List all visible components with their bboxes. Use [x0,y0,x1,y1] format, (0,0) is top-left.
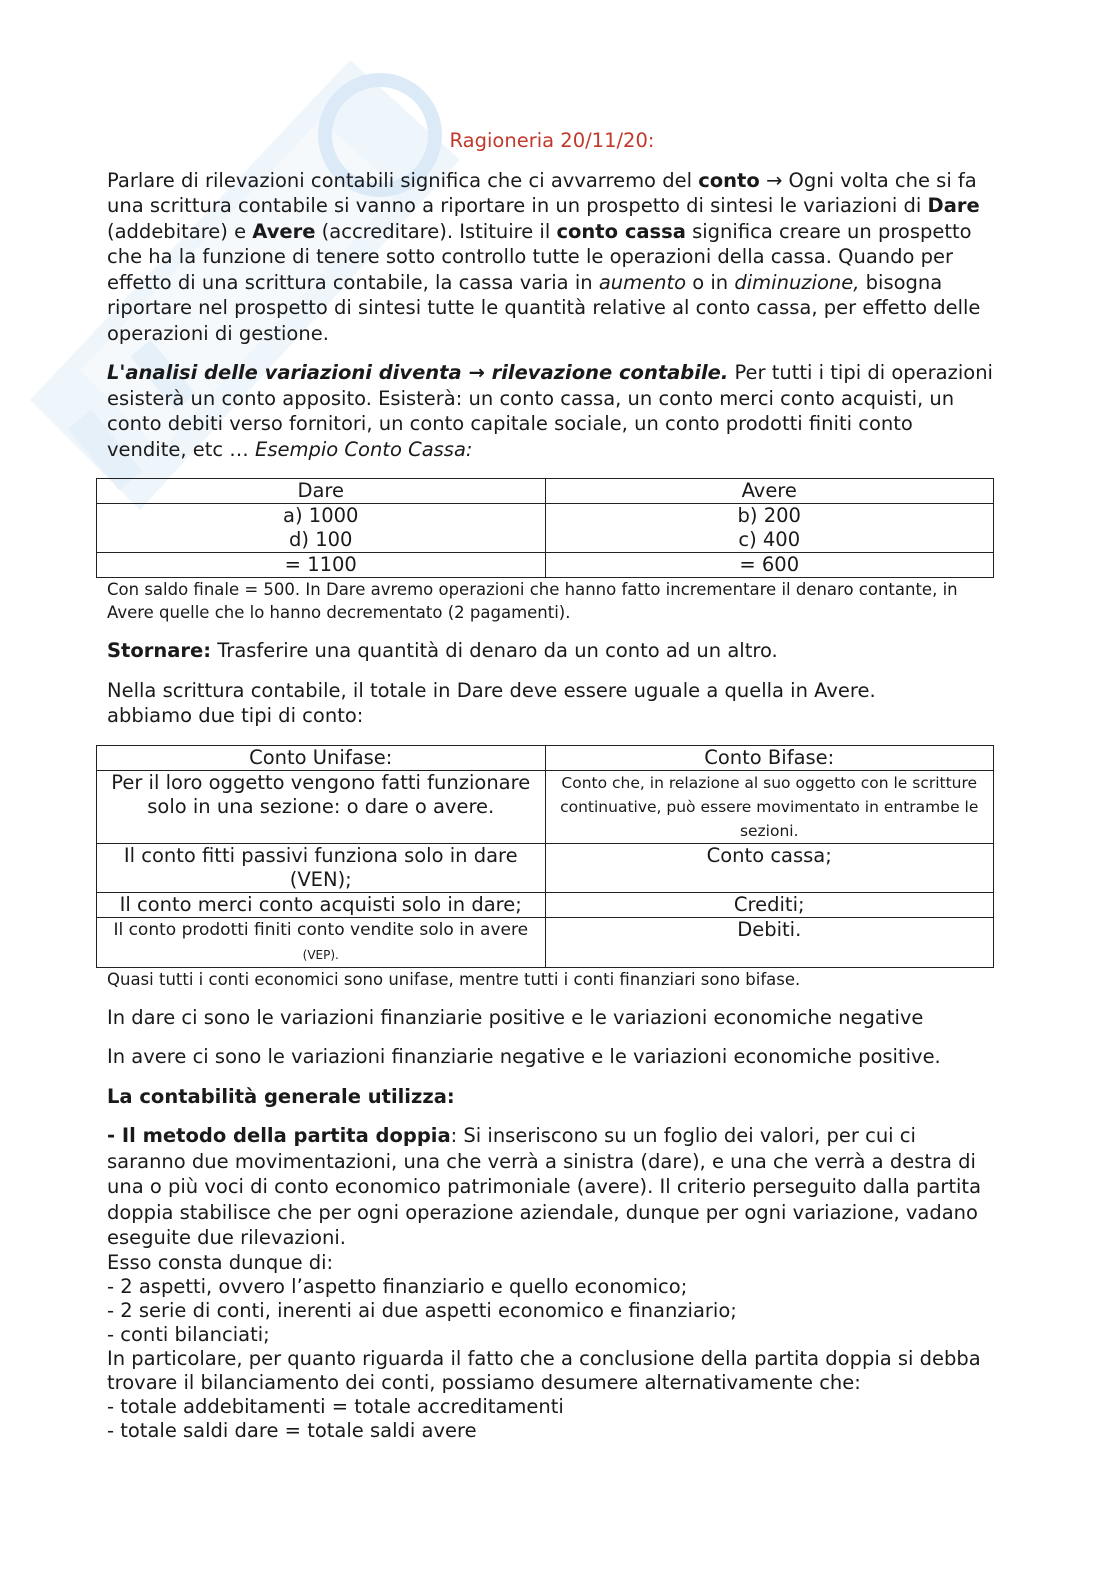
paragraph-stornare: Stornare: Trasferire una quantità di denaro da un conto ad un altro. [107,639,778,662]
tipi-conto-table [96,745,994,968]
dare-entries: a) 1000 d) 100 [97,504,546,553]
list-item: - totale addebitamenti = totale accreditamenti [107,1394,564,1418]
paragraph-dare: In dare ci sono le variazioni finanziarie positive e le variazioni economiche negative [107,1005,924,1029]
paragraph-conto: Parlare di rilevazioni contabili significa che ci avvarremo del conto → Ogni volta che si fa una scrittura contabile si vanno a riportare in un prospetto di sintesi le variazioni di Dare (addebitare) e Avere (accreditare). Istituire il conto cassa significa creare un prospetto che ha la funzione di tenere sotto controllo tutte le operazioni della cassa. Quando per effetto di una scrittura contabile, la cassa varia in aumento o in diminuzione, bisogna riportare nel prospetto di sintesi tutte le quantità relative al conto cassa, per effetto delle operazioni di gestione. [107,168,981,345]
list-item: - 2 aspetti, ovvero l’aspetto finanziario e quello economico; [107,1274,688,1298]
paragraph-partita-doppia: - Il metodo della partita doppia: Si inseriscono su un foglio dei valori, per cui ci saranno due movimentazioni, una che verrà a sinistra (dare), e una che verrà a destra di una o più voci di conto economico patrimoniale (avere). Il criterio perseguito dalla partita doppia stabilisce che per ogni operazione aziendale, dunque per ogni variazione, vadano eseguite due rilevazioni. [107,1124,982,1249]
list-item: - conti bilanciati; [107,1322,270,1346]
paragraph-scrittura: Nella scrittura contabile, il totale in Dare deve essere uguale a quella in Avere. [107,678,876,702]
bifase-example-crediti: Crediti; [545,892,994,917]
page-title: Ragioneria 20/11/20: [449,129,655,152]
bifase-header: Conto Bifase: [545,745,994,770]
bifase-example-cassa: Conto cassa; [545,843,994,892]
saldo-note: Con saldo finale = 500. In Dare avremo operazioni che hanno fatto incrementare il denaro contante, in Avere quelle che lo hanno decrementato (2 pagamenti). [107,580,958,622]
paragraph-avere: In avere ci sono le variazioni finanziarie negative e le variazioni economiche positive. [107,1045,941,1068]
unifase-definition: Per il loro oggetto vengono fatti funzionare solo in una sezione: o dare o avere. [97,770,546,843]
dare-header: Dare [97,479,546,504]
unifase-example-merci: Il conto merci conto acquisti solo in dare; [97,892,546,917]
unifase-header: Conto Unifase: [97,745,546,770]
unifase-example-prodotti: Il conto prodotti finiti conto vendite solo in avere (VEP). [97,917,546,967]
avere-total: = 600 [545,553,994,578]
dare-total: = 1100 [97,553,546,578]
section-heading: La contabilità generale utilizza: [107,1084,455,1108]
paragraph-analisi: L'analisi delle variazioni diventa → rilevazione contabile. Per tutti i tipi di operazioni esisterà un conto apposito. Esisterà: un conto cassa, un conto merci conto acquisti, un conto debiti verso fornitori, un conto capitale sociale, un conto prodotti finiti conto vendite, etc … Esempio Conto Cassa: [107,361,993,461]
list-item: - totale saldi dare = totale saldi avere [107,1418,477,1442]
unifase-example-fitti: Il conto fitti passivi funziona solo in dare (VEN); [97,843,546,892]
avere-entries: b) 200 c) 400 [545,504,994,553]
bifase-definition: Conto che, in relazione al suo oggetto con le scritture continuative, può essere movimentato in entrambe le sezioni. [545,770,994,843]
bifase-example-debiti: Debiti. [545,917,994,967]
paragraph-tipi-conto: abbiamo due tipi di conto: [107,704,364,727]
list-item: - 2 serie di conti, inerenti ai due aspetti economico e finanziario; [107,1298,737,1322]
list-item: Esso consta dunque di: [107,1250,334,1274]
conto-cassa-table [96,478,994,578]
avere-header: Avere [545,479,994,504]
unifase-bifase-note: Quasi tutti i conti economici sono unifase, mentre tutti i conti finanziari sono bifase. [107,969,801,989]
list-item: In particolare, per quanto riguarda il fatto che a conclusione della partita doppia si debba trovare il bilanciamento dei conti, possiamo desumere alternativamente che: [107,1346,981,1394]
partita-doppia-list [107,1251,997,1443]
document-page [107,128,997,1443]
